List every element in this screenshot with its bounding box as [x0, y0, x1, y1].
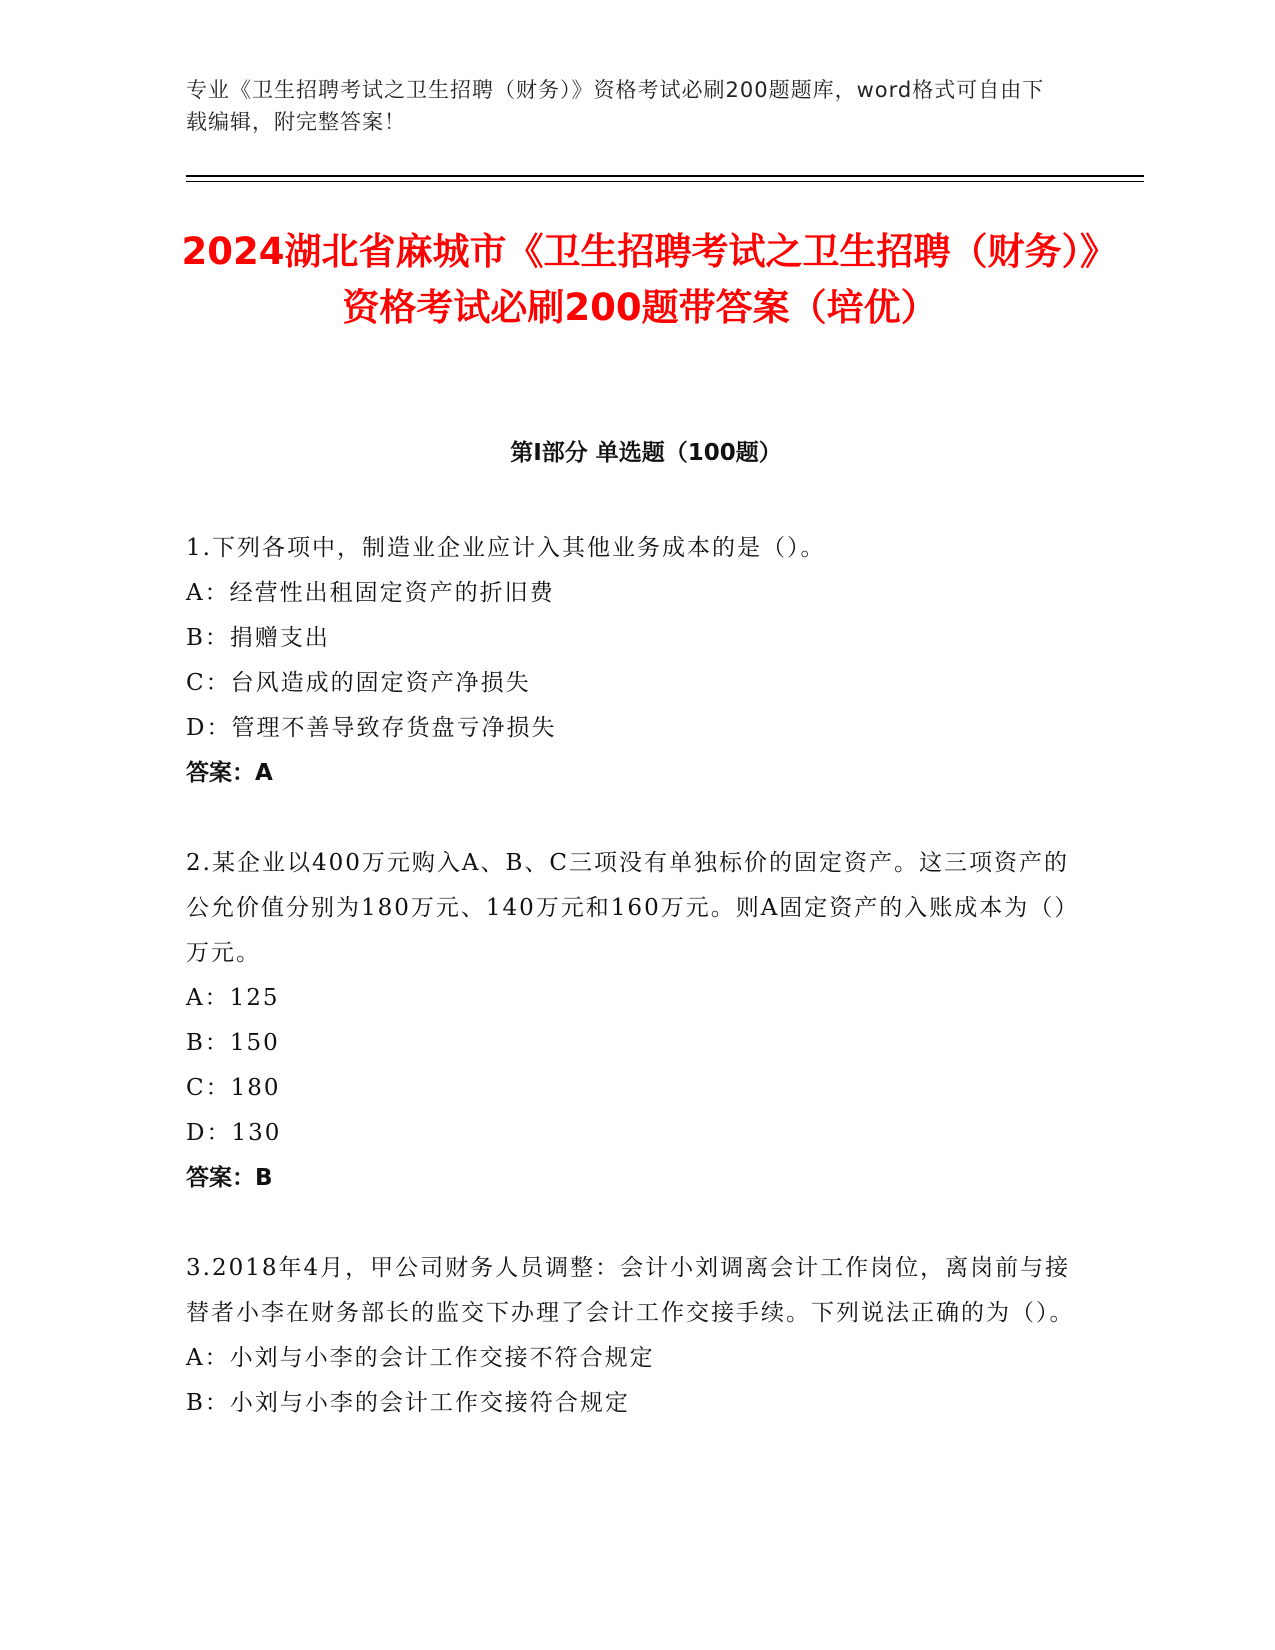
option-a: A：125: [186, 985, 280, 1011]
question-text: 3.2018年4月，甲公司财务人员调整：会计小刘调离会计工作岗位，离岗前与接替者小李在财务部长的监交下办理了会计工作交接手续。下列说法正确的为（）。: [186, 1255, 1075, 1326]
question-text: 1.下列各项中，制造业企业应计入其他业务成本的是（）。: [186, 535, 826, 561]
option-d: D：管理不善导致存货盘亏净损失: [186, 715, 557, 741]
option-d: D：130: [186, 1120, 282, 1146]
option-a: A：经营性出租固定资产的折旧费: [186, 580, 555, 606]
question-2: [186, 841, 1086, 1201]
header-divider-thin: [186, 181, 1144, 182]
document-title: 2024湖北省麻城市《卫生招聘考试之卫生招聘（财务）》资格考试必刷200题带答案（培优）: [181, 230, 1099, 329]
option-c: C：台风造成的固定资产净损失: [186, 670, 531, 696]
question-list: [186, 526, 1086, 1471]
option-b: B：150: [186, 1030, 280, 1056]
header-note: 专业《卫生招聘考试之卫生招聘（财务）》资格考试必刷200题题库，word格式可自由下载编辑，附完整答案！: [186, 78, 1045, 134]
answer-label: 答案：B: [186, 1165, 273, 1191]
header-divider-thick: [186, 175, 1144, 177]
option-b: B：小刘与小李的会计工作交接符合规定: [186, 1390, 630, 1416]
section-title: 第I部分 单选题（100题）: [510, 440, 782, 466]
option-c: C：180: [186, 1075, 281, 1101]
question-text: 2.某企业以400万元购入A、B、C三项没有单独标价的固定资产。这三项资产的公允价值分别为180万元、140万元和160万元。则A固定资产的入账成本为（）万元。: [186, 850, 1080, 966]
option-a: A：小刘与小李的会计工作交接不符合规定: [186, 1345, 655, 1371]
option-b: B：捐赠支出: [186, 625, 330, 651]
question-1: [186, 526, 1086, 796]
question-3: [186, 1246, 1086, 1426]
answer-label: 答案：A: [186, 760, 273, 786]
